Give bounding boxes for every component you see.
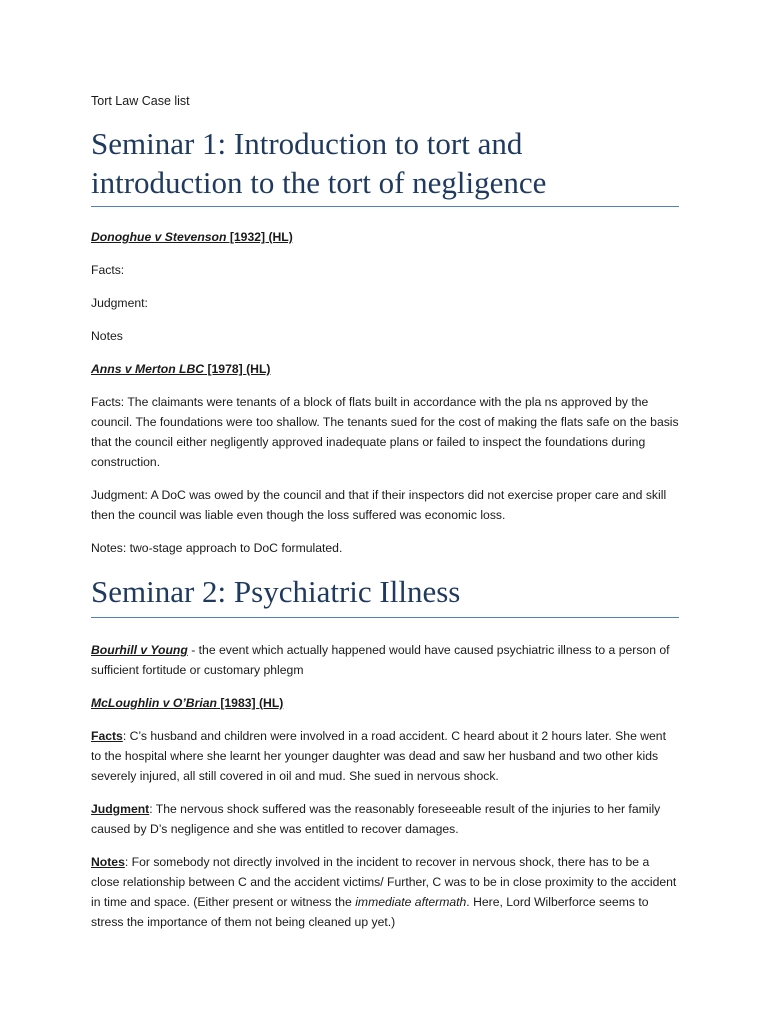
seminar-2-heading: Seminar 2: Psychiatric Illness xyxy=(91,572,679,618)
case-summary: - the event which actually happened would have caused psychiatric illness to a person of sufficient fortitude or customary phlegm xyxy=(91,643,670,677)
case-name: Bourhill v Young xyxy=(91,643,188,657)
judgment-paragraph xyxy=(91,799,679,839)
notes-paragraph: Notes: two-stage approach to DoC formulated. xyxy=(91,541,343,555)
case-year: [1932] (HL) xyxy=(226,230,293,244)
judgment-label: Judgment: xyxy=(91,296,148,310)
notes-paragraph xyxy=(91,852,679,932)
notes-label: Notes xyxy=(91,329,123,343)
case-name: Anns v Merton LBC xyxy=(91,362,205,376)
case-citation xyxy=(91,362,270,376)
judgment-text: : The nervous shock suffered was the reasonably foreseeable result of the injuries to her family caused by D’s negligence and she was entitled to recover damages. xyxy=(91,802,661,836)
case-citation xyxy=(91,230,293,244)
seminar-1-heading: Seminar 1: Introduction to tort and introduction to the tort of negligence xyxy=(91,124,679,207)
judgment-label: Judgment xyxy=(91,802,150,816)
case-name: McLoughlin v O’Brian xyxy=(91,696,217,710)
notes-label: Notes xyxy=(91,855,125,869)
facts-text: : C’s husband and children were involved in a road accident. C heard about it 2 hours later. She went to the hospital where she learnt her younger daughter was dead and saw her husband and two other kids severely injured, all still covered in oil and mud. She sued in nervous shock. xyxy=(91,729,666,783)
case-heading-mcloughlin xyxy=(91,693,679,713)
facts-label: Facts xyxy=(91,729,123,743)
bourhill-paragraph xyxy=(91,640,679,680)
case-citation xyxy=(91,696,283,710)
case-year: [1978] (HL) xyxy=(204,362,271,376)
case-heading-anns xyxy=(91,359,679,379)
judgment-paragraph: Judgment: A DoC was owed by the council and that if their inspectors did not exercise proper care and skill then the council was liable even though the loss suffered was economic loss. xyxy=(91,488,667,522)
notes-italic-text: immediate aftermath xyxy=(355,895,467,909)
notes-text: : For somebody not directly involved in the incident to recover in nervous shock, there has to be a close relationship between C and the accident victims/ Further, C was to be in close proximity to the accident in time and space. (Either present or witness the xyxy=(91,855,677,909)
case-year: [1983] (HL) xyxy=(216,696,284,710)
case-name: Donoghue v Stevenson xyxy=(91,230,227,244)
notes-text-end: . Here, Lord Wilberforce seems to stress the importance of them not being cleaned up yet.) xyxy=(91,895,649,929)
case-citation xyxy=(91,643,188,657)
case-heading-donoghue xyxy=(91,227,679,247)
facts-label: Facts: xyxy=(91,263,125,277)
document-page xyxy=(91,92,679,945)
facts-paragraph xyxy=(91,726,679,786)
document-title: Tort Law Case list xyxy=(91,94,190,108)
facts-paragraph: Facts: The claimants were tenants of a block of flats built in accordance with the pla ns approved by the council. The foundations were too shallow. The tenants sued for the cost of making the flats safe on the basis that the council either negligently approved inadequate plans or failed to inspect the foundations during construction. xyxy=(91,395,679,469)
